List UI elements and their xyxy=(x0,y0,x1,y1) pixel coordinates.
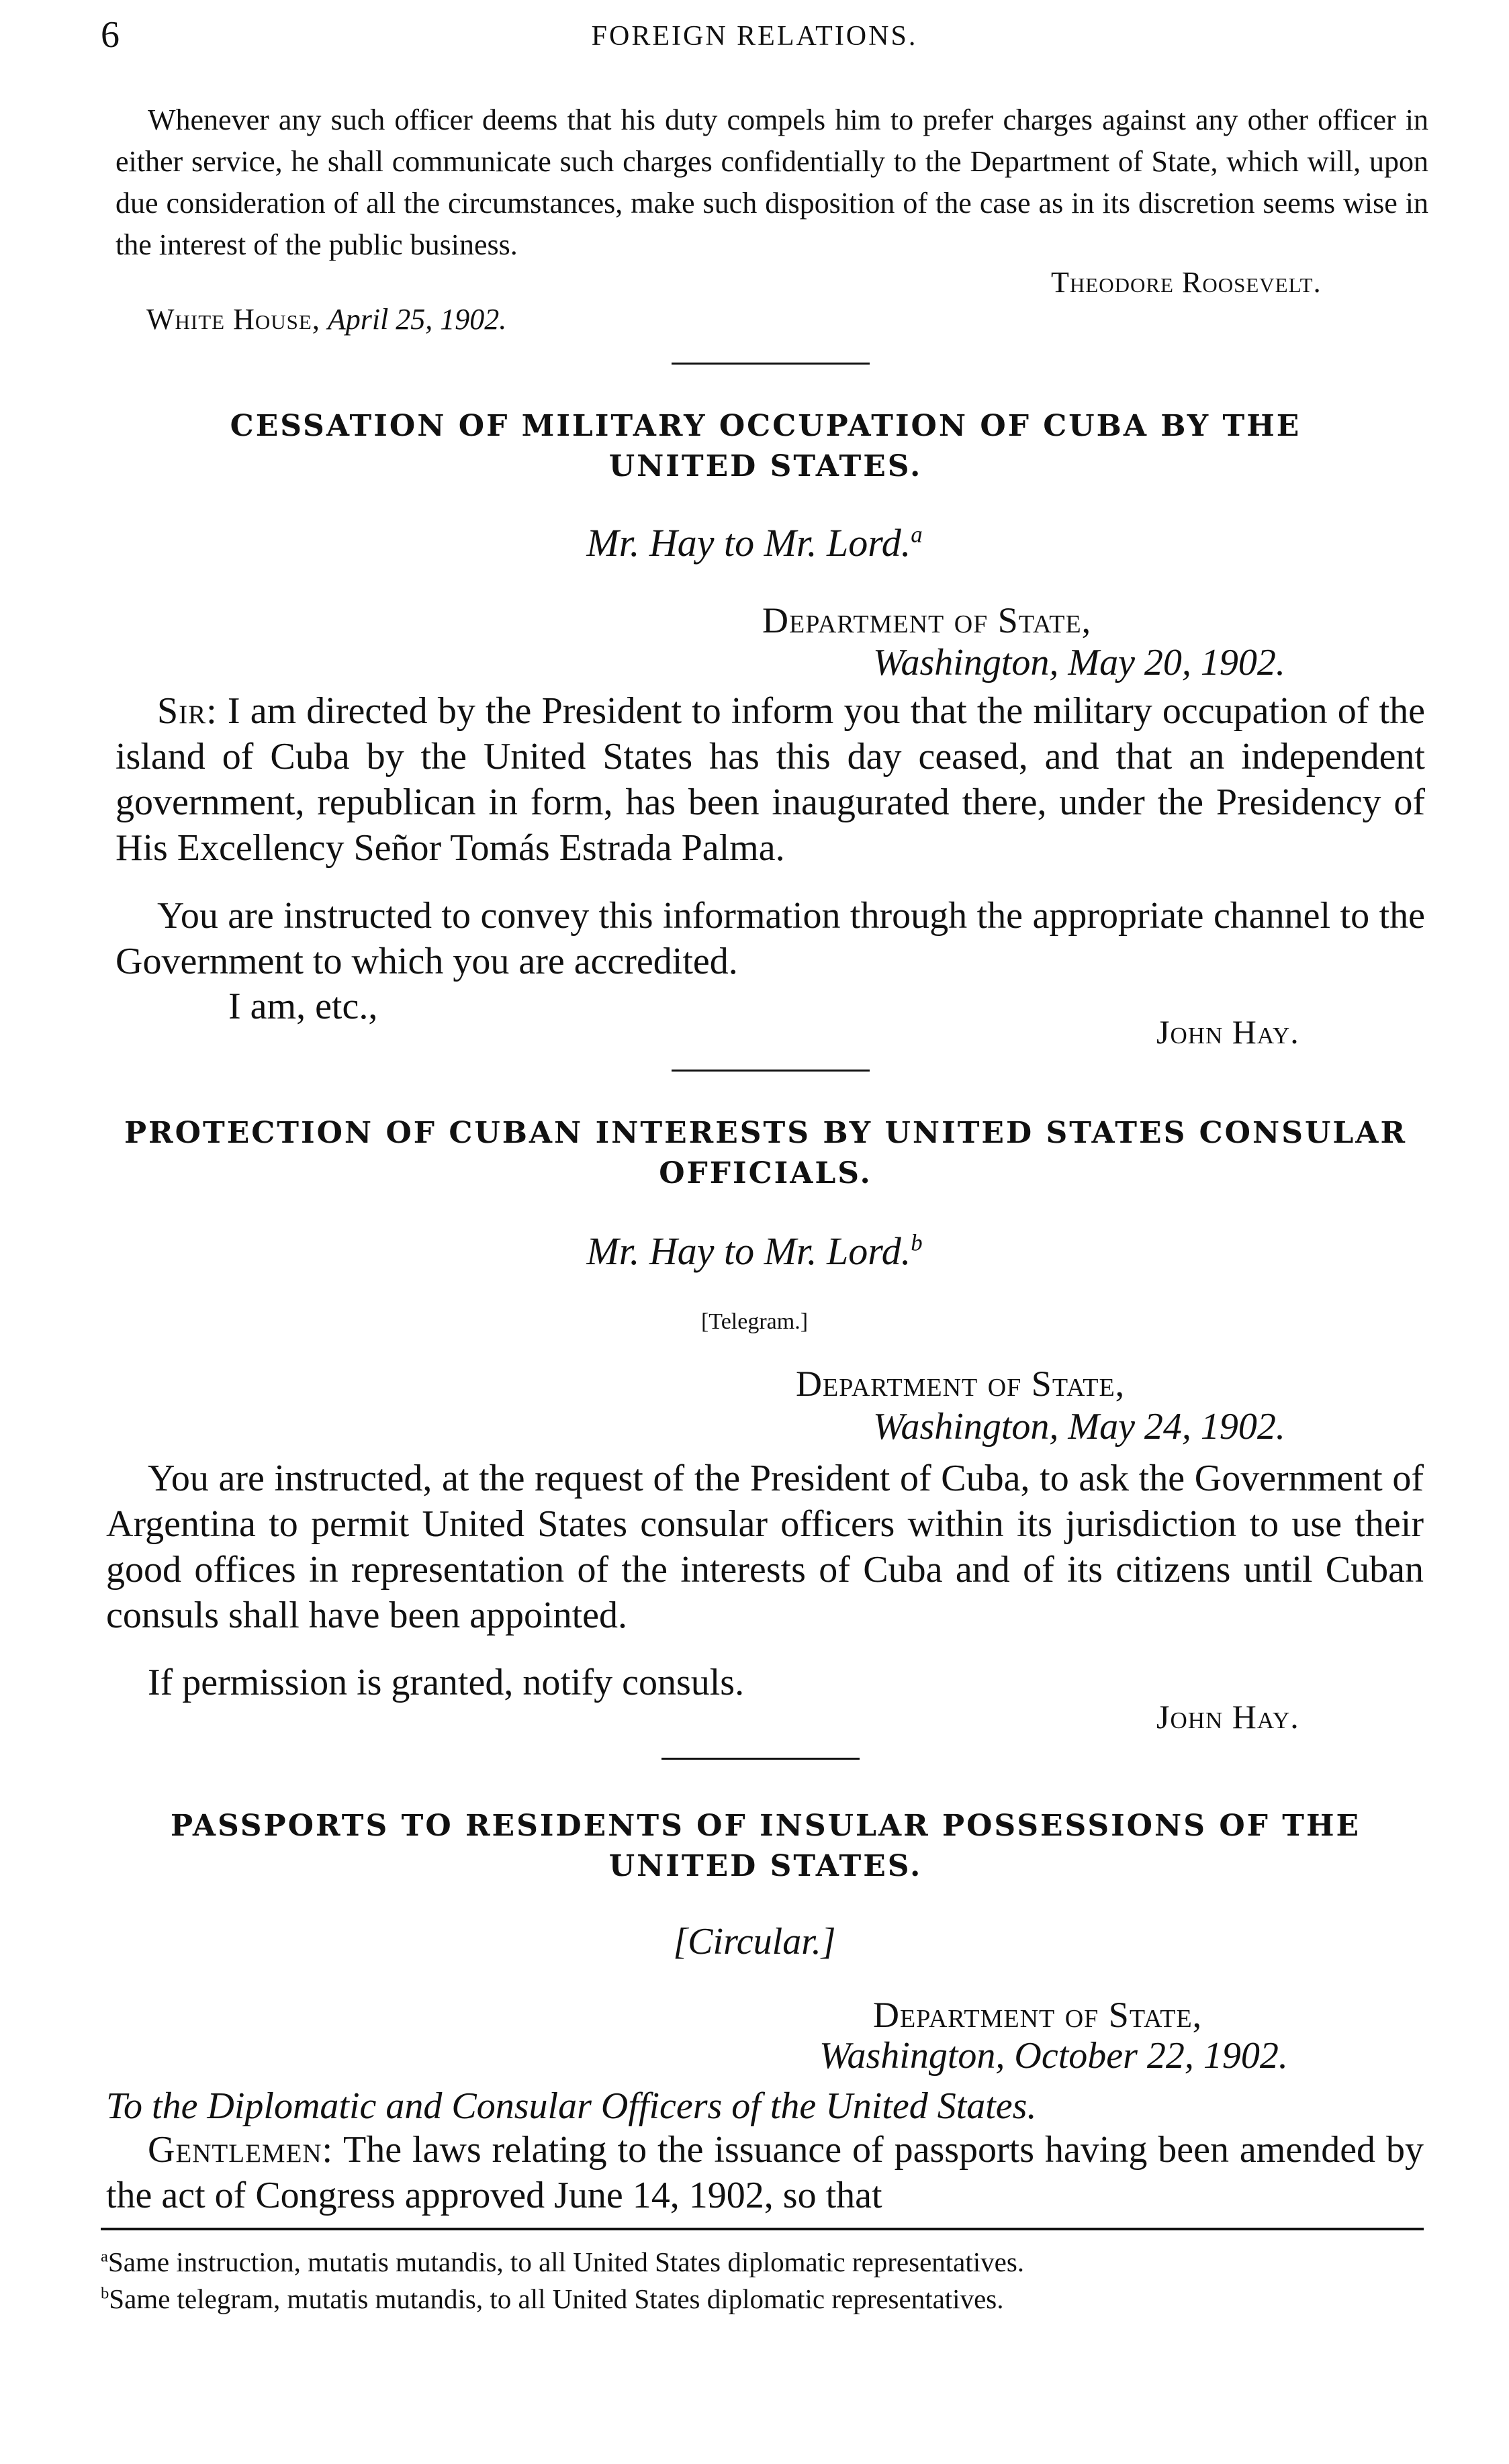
section2-para1: You are instructed, at the request of the President of Cuba, to ask the Government of Argentina to permit United States consular officers within its jurisdiction to use their good offices in representation of the interests of Cuba and of its citizens until Cuban consuls shall have been appointed. xyxy=(106,1458,1424,1636)
intro-signature: Theodore Roosevelt. xyxy=(1051,266,1322,299)
section-divider xyxy=(672,1070,870,1072)
intro-paragraph: Whenever any such officer deems that his duty compels him to prefer charges against any other officer in either service, he shall communicate such charges confidentially to the Department of State, which will, upon due consideration of all the circumstances, make such disposition of the case as in its discretion seems wise in the interest of the public business. xyxy=(116,103,1428,261)
section1-salutation: Sir: xyxy=(157,690,218,732)
section1-heading-line1: CESSATION OF MILITARY OCCUPATION OF CUBA BY THE xyxy=(230,409,1301,443)
footnote-a xyxy=(101,2246,1024,2278)
section3-para1 xyxy=(106,2127,1424,2218)
intro-place: White House, xyxy=(146,303,320,336)
intro-date: April 25, 1902. xyxy=(327,303,507,336)
section1-signature: John Hay. xyxy=(1156,1013,1299,1051)
section3-salutation: Gentlemen: xyxy=(148,2129,334,2171)
section3-circular: [Circular.] xyxy=(673,1921,836,1962)
section1-para1-text: I am directed by the President to inform you that the military occupation of the island of Cuba by the United States has this day ceased, and that an independent government, republican in form, has been inaugurated there, under the Presidency of His Excellency Señor Tomás Estrada Palma. xyxy=(116,690,1426,869)
footnote-mark-a: a xyxy=(911,521,923,548)
footnote-mark-b: b xyxy=(911,1229,923,1256)
intro-dateline xyxy=(146,302,506,336)
section3-para1-text: The laws relating to the issuance of passports having been amended by the act of Congress approved June 14, 1902, so that xyxy=(106,2129,1424,2216)
section2-dateline: Washington, May 24, 1902. xyxy=(873,1406,1285,1448)
section2-para2: If permission is granted, notify consuls. xyxy=(148,1662,745,1703)
section2-telegram-note: [Telegram.] xyxy=(700,1309,809,1334)
footnote-rule xyxy=(101,2228,1424,2230)
section3-dateline: Washington, October 22, 1902. xyxy=(819,2035,1288,2077)
section1-closing: I am, etc., xyxy=(228,986,378,1027)
running-title: FOREIGN RELATIONS. xyxy=(591,21,918,52)
section3-heading-line2: UNITED STATES. xyxy=(608,1849,923,1883)
section1-subheading: Mr. Hay to Mr. Lord.$^a$ xyxy=(586,521,923,565)
section2-department: Department of State, xyxy=(796,1364,1126,1404)
section-divider xyxy=(661,1758,860,1760)
section2-heading-line2: OFFICIALS. xyxy=(659,1156,872,1190)
section3-address: To the Diplomatic and Consular Officers of the United States. xyxy=(106,2085,1037,2127)
section2-heading-line1: PROTECTION OF CUBAN INTERESTS BY UNITED STATES CONSULAR xyxy=(124,1116,1408,1150)
page-number: 6 xyxy=(101,14,120,56)
footnote-a-mark: a xyxy=(101,2247,108,2266)
section3-heading-line1: PASSPORTS TO RESIDENTS OF INSULAR POSSESSIONS OF THE xyxy=(170,1809,1361,1843)
section1-heading-line2: UNITED STATES. xyxy=(608,449,923,483)
footnote-b-mark: b xyxy=(101,2284,109,2303)
section3-department: Department of State, xyxy=(873,1995,1203,2035)
section2-subheading: Mr. Hay to Mr. Lord.$^b$ xyxy=(586,1229,923,1273)
section1-dateline: Washington, May 20, 1902. xyxy=(873,642,1285,683)
footnote-b xyxy=(101,2283,1003,2315)
section1-para2: You are instructed to convey this information through the appropriate channel to the Government to which you are accredited. xyxy=(116,895,1425,982)
footnote-a-text: Same instruction, mutatis mutandis, to all United States diplomatic representatives. xyxy=(107,2246,1025,2277)
section-divider xyxy=(672,363,870,365)
footnote-b-text: Same telegram, mutatis mutandis, to all United States diplomatic representatives. xyxy=(109,2283,1004,2314)
section1-para1 xyxy=(116,688,1425,871)
section1-department: Department of State, xyxy=(762,600,1092,641)
section2-signature: John Hay. xyxy=(1156,1698,1299,1736)
